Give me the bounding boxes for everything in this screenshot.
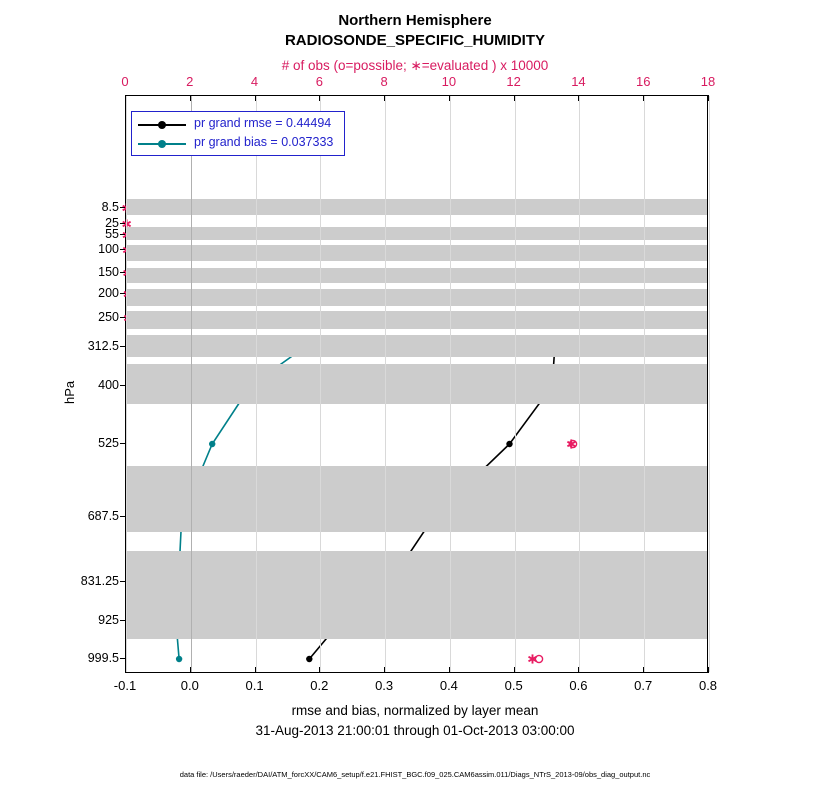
top-axis-tick xyxy=(514,95,515,101)
x-axis-tick-label: 0.8 xyxy=(698,678,718,693)
layer-band xyxy=(126,364,707,404)
top-axis-tick xyxy=(449,95,450,101)
y-axis-tick-label: 312.5 xyxy=(87,339,119,353)
x-gridline xyxy=(385,96,386,672)
layer-band xyxy=(126,245,707,261)
legend-marker-rmse xyxy=(158,121,166,129)
top-axis-tick-label: 4 xyxy=(250,74,259,89)
data-file-caption: data file: /Users/raeder/DAI/ATM_forcXX/CAM6_setup/f.e21.FHIST_BGC.f09_025.CAM6assim.011/Diags_NTrS_2013-09/obs_diag_output.nc xyxy=(179,770,651,779)
top-axis-tick-label: 10 xyxy=(441,74,457,89)
legend-marker-bias xyxy=(158,140,166,148)
y-axis-tick xyxy=(120,346,125,347)
top-axis-tick xyxy=(578,95,579,101)
y-axis-tick xyxy=(120,234,125,235)
x-gridline xyxy=(320,96,321,672)
x-axis-tick xyxy=(643,667,644,673)
bias-point xyxy=(209,441,215,447)
x-axis-tick-label: 0.5 xyxy=(504,678,523,693)
y-axis-tick-label: 55 xyxy=(105,227,119,241)
x-axis-tick-label: 0.2 xyxy=(310,678,329,693)
y-axis-tick-label: 250 xyxy=(98,310,119,324)
y-axis-tick xyxy=(120,658,125,659)
x-axis-tick-label: 0.3 xyxy=(375,678,394,693)
legend-label-bias: pr grand bias = 0.037333 xyxy=(194,135,334,149)
y-axis-tick xyxy=(120,223,125,224)
y-axis-tick xyxy=(120,249,125,250)
x-axis-tick-label: 0.7 xyxy=(634,678,653,693)
chart-legend xyxy=(131,111,345,156)
y-axis-tick xyxy=(120,620,125,621)
y-axis-tick-label: 831.25 xyxy=(80,574,119,588)
top-axis-tick-label: 18 xyxy=(700,74,716,89)
x-axis-tick xyxy=(319,667,320,673)
x-axis-tick xyxy=(514,667,515,673)
layer-band xyxy=(126,227,707,240)
y-axis-tick-label: 525 xyxy=(98,436,119,450)
top-axis-tick xyxy=(125,95,126,101)
layer-band xyxy=(126,601,707,639)
y-axis-tick-label: 8.5 xyxy=(101,200,119,214)
x-axis-title: rmse and bias, normalized by layer mean xyxy=(291,703,539,718)
x-axis-tick-label: 0.6 xyxy=(569,678,588,693)
layer-band xyxy=(126,466,707,532)
top-axis-tick xyxy=(190,95,191,101)
x-axis-tick xyxy=(125,667,126,673)
y-axis-tick xyxy=(120,272,125,273)
plot-area xyxy=(125,95,708,673)
y-axis-tick xyxy=(120,443,125,444)
y-axis-title: hPa xyxy=(62,380,77,404)
y-axis-tick-label: 687.5 xyxy=(87,509,119,523)
obs-possible-marker xyxy=(535,655,542,662)
layer-band xyxy=(126,335,707,357)
layer-band xyxy=(126,268,707,283)
x-axis-tick xyxy=(449,667,450,673)
top-axis-tick-label: 8 xyxy=(380,74,388,89)
legend-item-rmse xyxy=(132,116,344,134)
x-axis-tick-label: -0.1 xyxy=(113,678,137,693)
x-axis-tick-label: 0.1 xyxy=(245,678,264,693)
x-gridline xyxy=(709,96,710,672)
top-axis-tick xyxy=(384,95,385,101)
legend-label-rmse: pr grand rmse = 0.44494 xyxy=(194,116,332,130)
y-axis-tick xyxy=(120,516,125,517)
rmse-point xyxy=(506,441,512,447)
x-gridline xyxy=(644,96,645,672)
y-axis-tick-label: 999.5 xyxy=(87,651,119,665)
top-axis-tick-label: 0 xyxy=(121,74,129,89)
top-axis-title: # of obs (o=possible; ∗=evaluated ) x 10000 xyxy=(281,58,549,73)
rmse-point xyxy=(306,656,312,662)
x-gridline xyxy=(579,96,580,672)
x-gridline xyxy=(126,96,127,672)
x-axis-tick-label: 0.0 xyxy=(180,678,199,693)
y-axis-tick xyxy=(120,581,125,582)
top-axis-tick xyxy=(643,95,644,101)
layer-band xyxy=(126,311,707,329)
y-axis-tick xyxy=(120,385,125,386)
x-axis-tick xyxy=(190,667,191,673)
top-axis-tick xyxy=(319,95,320,101)
x-axis-tick-label: 0.4 xyxy=(439,678,458,693)
top-axis-tick-label: 14 xyxy=(571,74,586,89)
x-axis-tick xyxy=(384,667,385,673)
y-axis-tick xyxy=(120,207,125,208)
top-axis-tick-label: 2 xyxy=(186,74,194,89)
layer-band xyxy=(126,289,707,306)
y-axis-tick-label: 100 xyxy=(98,242,119,256)
top-axis-tick-label: 16 xyxy=(635,74,651,89)
x-gridline xyxy=(450,96,451,672)
x-axis-tick xyxy=(578,667,579,673)
y-axis-tick-label: 25 xyxy=(105,216,119,230)
x-axis-tick xyxy=(255,667,256,673)
top-axis-tick xyxy=(255,95,256,101)
y-axis-tick-label: 150 xyxy=(98,265,119,279)
top-axis-tick-label: 12 xyxy=(506,74,521,89)
top-axis-tick xyxy=(708,95,709,101)
chart-title-line2: RADIOSONDE_SPECIFIC_HUMIDITY xyxy=(284,32,546,49)
x-gridline xyxy=(256,96,257,672)
x-gridline xyxy=(191,96,192,672)
y-axis-tick xyxy=(120,317,125,318)
bias-point xyxy=(176,656,182,662)
top-axis-tick-label: 6 xyxy=(315,74,323,89)
y-axis-tick-label: 200 xyxy=(98,286,119,300)
y-axis-tick xyxy=(120,293,125,294)
x-axis-tick xyxy=(708,667,709,673)
layer-band xyxy=(126,199,707,215)
legend-item-bias xyxy=(132,135,344,153)
x-gridline xyxy=(515,96,516,672)
chart-subtitle: 31-Aug-2013 21:00:01 through 01-Oct-2013 03:00:00 xyxy=(255,723,575,738)
y-axis-tick-label: 925 xyxy=(98,613,119,627)
y-axis-tick-label: 400 xyxy=(98,378,119,392)
chart-title-line1: Northern Hemisphere xyxy=(338,12,492,29)
